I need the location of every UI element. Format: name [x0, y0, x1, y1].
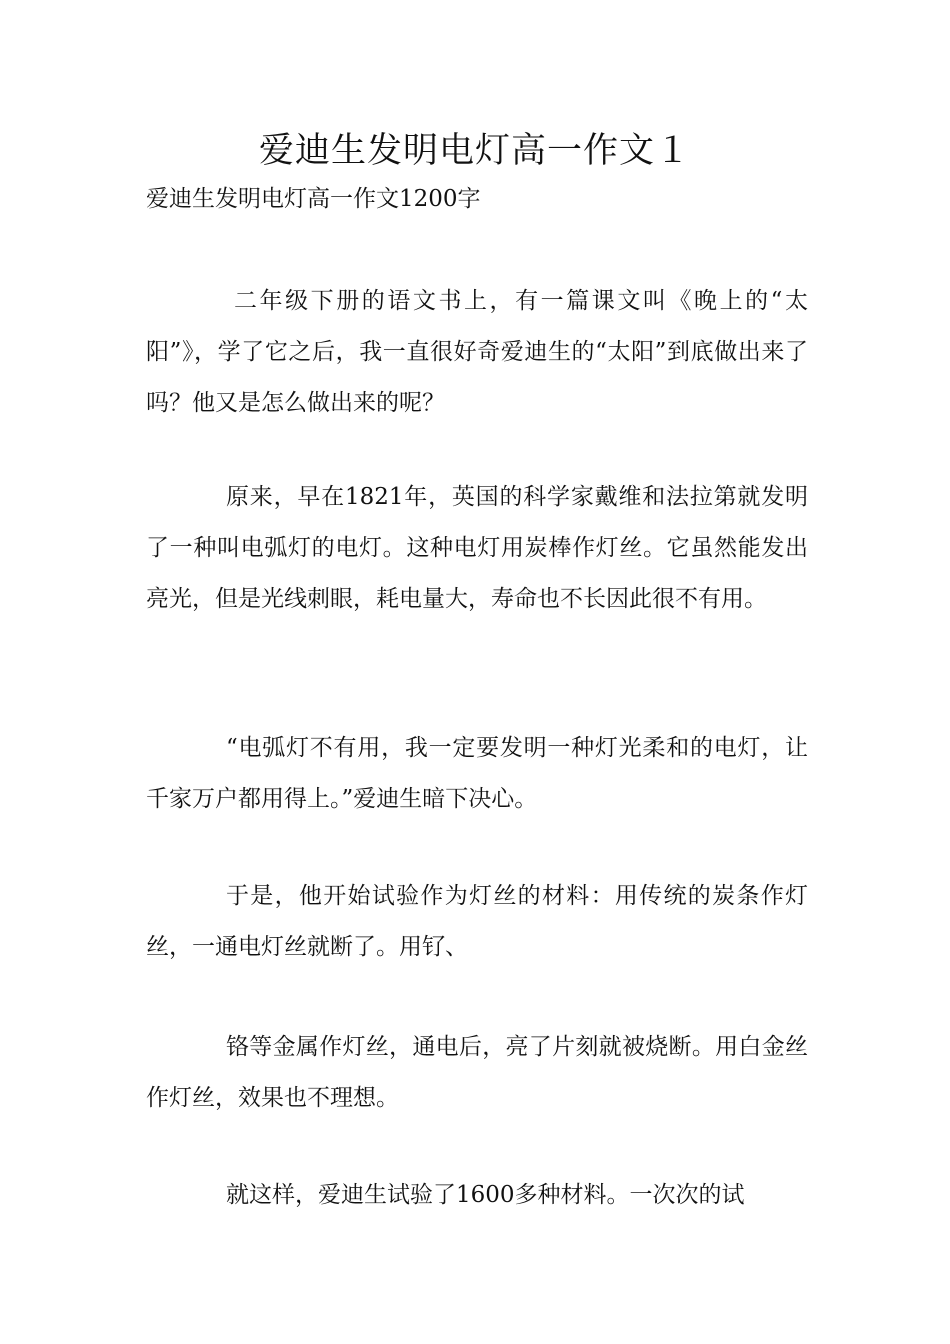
- paragraph: 二年级下册的语文书上，有一篇课文叫《晚上的“太阳”》，学了它之后，我一直很好奇爱迪生的“太阳”到底做出来了吗？他又是怎么做出来的呢？: [146, 288, 808, 416]
- paragraph: 于是，他开始试验作为灯丝的材料：用传统的炭条作灯丝，一通电灯丝就断了。用钌、: [146, 883, 808, 960]
- paragraph: 就这样，爱迪生试验了1600多种材料。一次次的试: [226, 1182, 745, 1208]
- document-title: 爱迪生发明电灯高一作文１: [258, 131, 691, 171]
- paragraph: 原来，早在1821年，英国的科学家戴维和法拉第就发明了一种叫电弧灯的电灯。这种电灯用炭棒作灯丝。它虽然能发出亮光，但是光线刺眼，耗电量大，寿命也不长因此很不有用。: [146, 484, 808, 612]
- paragraph: 铬等金属作灯丝，通电后，亮了片刻就被烧断。用白金丝作灯丝，效果也不理想。: [146, 1034, 808, 1111]
- document-subtitle: 爱迪生发明电灯高一作文1200字: [146, 186, 481, 212]
- paragraph: “电弧灯不有用，我一定要发明一种灯光柔和的电灯，让千家万户都用得上。”爱迪生暗下决心。: [146, 735, 808, 812]
